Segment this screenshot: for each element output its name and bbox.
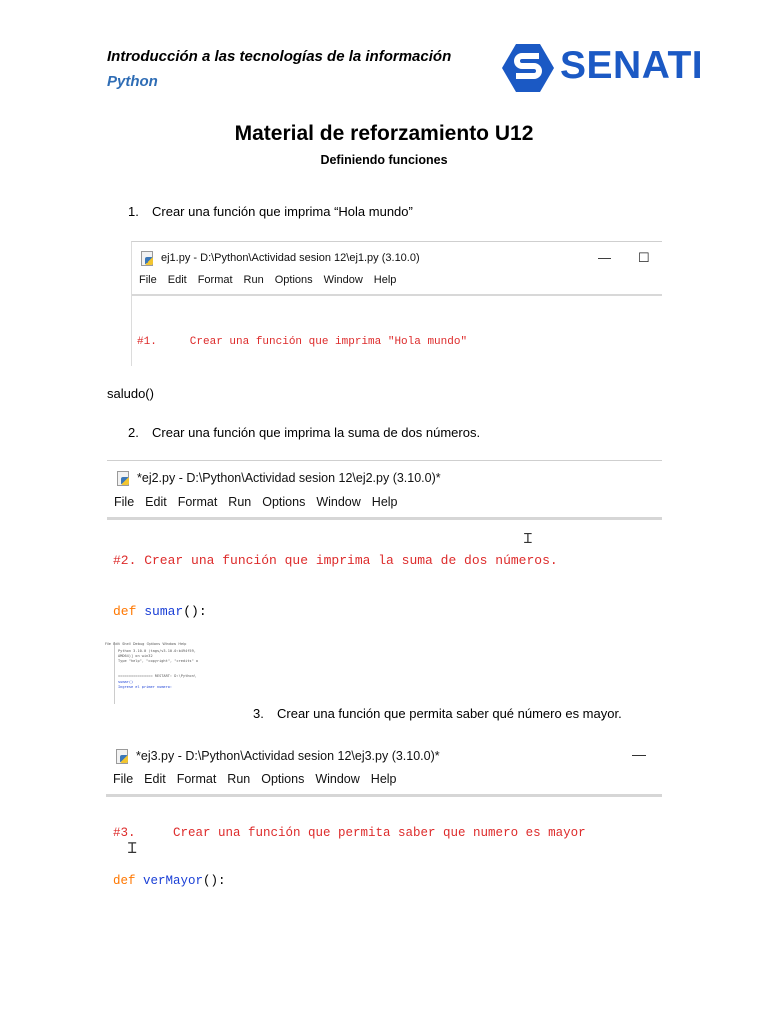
menu-file[interactable]: File <box>139 274 157 286</box>
shell-menu-bar: File Edit Shell Debug Options Window Help <box>105 642 187 646</box>
shell-line: ================ RESTART: D:\Python\ <box>118 674 196 678</box>
code-line: def verMayor(): <box>113 874 226 888</box>
window-titlebar[interactable] <box>107 461 662 495</box>
course-subject: Python <box>107 73 158 90</box>
code-line: #1. Crear una función que imprima "Hola mundo" <box>137 336 468 348</box>
shell-line: Python 3.10.0 (tags/v3.10.0:b494f59, <box>118 649 196 653</box>
course-title: Introducción a las tecnologías de la información <box>107 48 452 65</box>
senati-emblem-icon <box>500 40 556 96</box>
menu-run[interactable]: Run <box>227 772 251 786</box>
menu-options[interactable]: Options <box>262 495 306 509</box>
menu-run[interactable]: Run <box>228 495 252 509</box>
python-file-icon <box>115 749 129 763</box>
shell-line: sumar() <box>118 680 134 684</box>
menu-help[interactable]: Help <box>373 274 397 286</box>
exercise-3 <box>253 706 622 721</box>
shell-line: Type "help", "copyright", "credits" o <box>118 659 199 663</box>
logo-wordmark: SENATI <box>560 44 704 87</box>
window-titlebar[interactable] <box>106 740 662 772</box>
ibeam-cursor-icon: Ɪ <box>524 531 532 547</box>
python-file-icon <box>116 471 130 485</box>
menu-window[interactable]: Window <box>316 495 361 509</box>
menu-help[interactable]: Help <box>371 495 398 509</box>
window-title: *ej2.py - D:\Python\Actividad sesion 12\ej2.py (3.10.0)* <box>137 471 441 485</box>
ibeam-cursor-icon: Ɪ <box>128 839 137 857</box>
window-title: ej1.py - D:\Python\Actividad sesion 12\ej1.py (3.10.0) <box>161 252 420 264</box>
code-line: #2. Crear una función que imprima la suma de dos números. <box>113 553 558 568</box>
exercise-2 <box>128 425 480 440</box>
menu-file[interactable]: File <box>114 495 135 509</box>
idle-editor-window-ej3[interactable] <box>106 740 662 904</box>
exercise-text: Crear una función que imprima la suma de dos números. <box>152 425 481 440</box>
code-line: #3. Crear una función que permita saber que numero es mayor <box>113 826 586 840</box>
code-line: def sumar(): <box>113 604 207 619</box>
minimize-button[interactable]: — <box>598 250 611 265</box>
exercise-number: 2. <box>128 425 139 440</box>
menu-options[interactable]: Options <box>261 772 305 786</box>
menu-window[interactable]: Window <box>323 274 363 286</box>
function-call-text: saludo() <box>107 386 154 401</box>
menu-edit[interactable]: Edit <box>167 274 187 286</box>
window-title: *ej3.py - D:\Python\Actividad sesion 12\ej3.py (3.10.0)* <box>136 749 440 763</box>
exercise-1 <box>128 204 413 219</box>
idle-shell-thumbnail <box>105 642 225 704</box>
exercise-number: 1. <box>128 204 139 219</box>
idle-editor-window-ej2[interactable] <box>107 460 662 643</box>
menu-edit[interactable]: Edit <box>144 772 166 786</box>
menu-options[interactable]: Options <box>274 274 313 286</box>
menu-format[interactable]: Format <box>197 274 233 286</box>
document-title: Material de reforzamiento U12 <box>234 122 534 145</box>
menu-format[interactable]: Format <box>177 495 218 509</box>
exercise-number: 3. <box>253 706 264 721</box>
code-editor[interactable] <box>132 305 662 366</box>
idle-editor-window-ej1[interactable] <box>131 241 662 366</box>
exercise-text: Crear una función que imprima “Hola mundo” <box>152 204 413 219</box>
menu-edit[interactable]: Edit <box>145 495 167 509</box>
shell-line: Ingrese el primer numero: <box>118 685 173 689</box>
menu-format[interactable]: Format <box>176 772 217 786</box>
shell-line: AMD64)] on win32 <box>118 654 153 658</box>
python-file-icon <box>140 251 154 265</box>
menu-bar <box>132 274 662 296</box>
code-editor[interactable] <box>106 793 662 904</box>
menu-run[interactable]: Run <box>243 274 264 286</box>
minimize-button[interactable]: — <box>632 746 646 762</box>
exercise-text: Crear una función que permita saber qué número es mayor. <box>277 706 622 721</box>
window-titlebar[interactable] <box>132 242 662 274</box>
menu-window[interactable]: Window <box>315 772 360 786</box>
menu-file[interactable]: File <box>113 772 134 786</box>
menu-help[interactable]: Help <box>370 772 397 786</box>
maximize-button[interactable]: ☐ <box>638 250 650 265</box>
code-editor[interactable] <box>107 518 662 643</box>
senati-logo <box>500 40 704 96</box>
menu-bar <box>107 495 662 520</box>
document-subtitle: Definiendo funciones <box>320 153 448 167</box>
